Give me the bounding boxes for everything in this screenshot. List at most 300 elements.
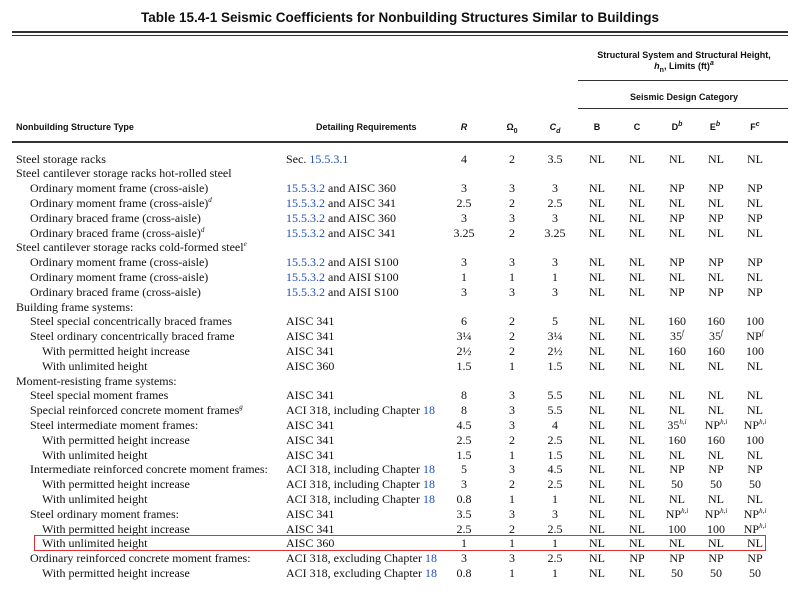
- value-text: 0.8: [456, 491, 472, 506]
- table-row: [0, 344, 800, 359]
- value-cell-d: [658, 566, 696, 581]
- value-text: 2: [509, 432, 515, 447]
- value-text: NL: [589, 181, 605, 196]
- value-text: NL: [589, 403, 605, 418]
- value-text: NL: [629, 210, 645, 225]
- value-text: 3: [461, 284, 467, 299]
- section-link[interactable]: 15.5.3.1: [309, 151, 349, 166]
- col-header-d: $D^b$: [671, 121, 683, 132]
- detailing-text: AISC 360: [286, 358, 335, 373]
- table-row: [0, 522, 800, 537]
- value-cell-b: [582, 270, 612, 285]
- value-cell-e: [697, 433, 735, 448]
- value-text: NL: [589, 491, 605, 506]
- value-text: NL: [589, 269, 605, 284]
- value-cell-r: [452, 566, 476, 581]
- value-text: 3: [509, 181, 515, 196]
- value-cell-o: [500, 492, 524, 507]
- value-cell-d: [658, 181, 696, 196]
- table-row: [0, 226, 800, 241]
- value-cell-cd: [540, 255, 570, 270]
- header-rule: [578, 108, 788, 109]
- value-cell-cd: [540, 551, 570, 566]
- value-text: NL: [589, 329, 605, 344]
- value-cell-d: [658, 285, 696, 300]
- value-cell-f: [736, 314, 774, 329]
- value-text: NL: [589, 506, 605, 521]
- value-text: NL: [589, 210, 605, 225]
- value-cell-c: [622, 359, 652, 374]
- value-text: 3: [461, 551, 467, 566]
- value-cell-o: [500, 285, 524, 300]
- col-header-r: R: [460, 122, 468, 132]
- value-text: 5.5: [547, 388, 563, 403]
- value-cell-e: [697, 196, 735, 211]
- detailing-text: AISC 341: [286, 432, 335, 447]
- detailing-text: and AISI S100: [325, 269, 399, 284]
- detailing-text: AISC 360: [286, 536, 335, 551]
- value-cell-b: [582, 462, 612, 477]
- value-text: 8: [461, 388, 467, 403]
- value-cell-r: [452, 211, 476, 226]
- table-row: [0, 403, 800, 418]
- detailing-text: and AISC 360: [325, 210, 397, 225]
- value-cell-d: [658, 418, 696, 433]
- value-cell-c: [622, 344, 652, 359]
- value-text: 2½: [547, 343, 563, 358]
- value-cell-b: [582, 329, 612, 344]
- value-text: 1: [552, 565, 558, 580]
- value-text: 3.5: [547, 151, 563, 166]
- value-text: NL: [747, 195, 763, 210]
- structure-type-text: Steel special concentrically braced frames: [30, 314, 232, 329]
- value-text: 2: [509, 343, 515, 358]
- detailing-cell: [286, 448, 334, 463]
- value-cell-c: [622, 418, 652, 433]
- value-text: 3.25: [544, 225, 566, 240]
- value-cell-d: [658, 462, 696, 477]
- table-row: [0, 492, 800, 507]
- value-cell-cd: [540, 270, 570, 285]
- value-text: NP: [747, 255, 763, 270]
- structure-type-text: Special reinforced concrete moment frames: [30, 403, 240, 418]
- value-cell-b: [582, 551, 612, 566]
- detailing-cell: [286, 255, 399, 270]
- value-text: NP: [747, 462, 763, 477]
- value-text: 5: [461, 462, 467, 477]
- value-cell-r: [452, 181, 476, 196]
- value-text: NL: [708, 225, 724, 240]
- value-text: NL: [669, 195, 685, 210]
- value-text: NL: [589, 314, 605, 329]
- value-text: 3: [509, 210, 515, 225]
- structure-type-cell: [16, 374, 177, 389]
- detailing-cell: [286, 388, 334, 403]
- value-cell-d: [658, 507, 696, 522]
- value-text: NL: [589, 551, 605, 566]
- value-text: 2.5: [547, 432, 563, 447]
- value-cell-e: [697, 566, 735, 581]
- value-text: 3: [509, 551, 515, 566]
- footnote-marker: h,i: [759, 417, 767, 426]
- structure-type-cell: [30, 462, 268, 477]
- structure-type-cell: [42, 344, 190, 359]
- value-text: NL: [747, 388, 763, 403]
- structure-type-cell: [30, 181, 208, 196]
- detailing-text: ACI 318, including Chapter: [286, 491, 423, 506]
- value-cell-f: [736, 255, 774, 270]
- structure-type-cell: [30, 196, 212, 211]
- table-row: [0, 270, 800, 285]
- value-text: 1: [552, 536, 558, 551]
- value-text: NL: [589, 447, 605, 462]
- value-cell-r: [452, 403, 476, 418]
- value-text: NL: [629, 314, 645, 329]
- chapter-link[interactable]: 18: [422, 491, 435, 506]
- value-text: 50: [749, 477, 761, 492]
- value-cell-f: [736, 270, 774, 285]
- table-row: [0, 462, 800, 477]
- value-text: 2: [509, 225, 515, 240]
- value-text: 100: [746, 343, 764, 358]
- value-text: 4: [552, 417, 558, 432]
- value-text: NL: [708, 536, 724, 551]
- detailing-cell: [286, 551, 437, 566]
- value-cell-d: [658, 522, 696, 537]
- value-cell-d: [658, 226, 696, 241]
- value-cell-o: [500, 522, 524, 537]
- table-row: [0, 329, 800, 344]
- detailing-text: and AISI S100: [325, 284, 399, 299]
- value-cell-e: [697, 285, 735, 300]
- detailing-text: ACI 318, excluding Chapter: [286, 565, 425, 580]
- detailing-cell: [286, 152, 348, 167]
- detailing-text: AISC 341: [286, 447, 335, 462]
- value-cell-cd: [540, 433, 570, 448]
- structure-type-cell: [16, 152, 106, 167]
- value-cell-e: [697, 270, 735, 285]
- footnote-marker: h,i: [679, 417, 687, 426]
- value-text: NL: [629, 181, 645, 196]
- value-cell-f: [736, 566, 774, 581]
- value-text: NL: [669, 269, 685, 284]
- value-cell-o: [500, 403, 524, 418]
- section-link[interactable]: 15.5.3.2: [286, 181, 325, 196]
- value-cell-r: [452, 507, 476, 522]
- value-cell-c: [622, 388, 652, 403]
- value-text: NL: [589, 462, 605, 477]
- value-cell-r: [452, 270, 476, 285]
- value-text: 2.5: [456, 521, 472, 536]
- detailing-text: ACI 318, including Chapter: [286, 403, 423, 418]
- value-cell-cd: [540, 403, 570, 418]
- structure-type-text: With permitted height increase: [42, 521, 190, 536]
- detailing-text: ACI 318, including Chapter: [286, 477, 423, 492]
- value-cell-f: [736, 522, 774, 537]
- value-text: NL: [629, 477, 645, 492]
- value-cell-e: [697, 152, 735, 167]
- value-text: NL: [629, 284, 645, 299]
- chapter-link[interactable]: 18: [424, 551, 437, 566]
- value-text: NL: [589, 388, 605, 403]
- value-cell-b: [582, 196, 612, 211]
- value-cell-d: [658, 270, 696, 285]
- value-text: NL: [747, 447, 763, 462]
- value-cell-r: [452, 522, 476, 537]
- section-link[interactable]: 15.5.3.2: [286, 210, 325, 225]
- sdc-header: Seismic Design Category: [629, 92, 739, 102]
- highlighted-row-box: [34, 535, 766, 550]
- value-text: 160: [707, 432, 725, 447]
- value-cell-f: [736, 433, 774, 448]
- value-cell-cd: [540, 226, 570, 241]
- sds-rule: [578, 80, 788, 81]
- table-row: [0, 196, 800, 211]
- value-cell-r: [452, 196, 476, 211]
- value-text: NL: [669, 403, 685, 418]
- value-cell-e: [697, 507, 735, 522]
- footnote-marker: d: [200, 225, 205, 234]
- value-cell-c: [622, 181, 652, 196]
- value-cell-b: [582, 314, 612, 329]
- structure-type-cell: [42, 477, 190, 492]
- value-text: 1.5: [547, 358, 563, 373]
- value-text: NL: [629, 565, 645, 580]
- structure-type-text: With unlimited height: [42, 447, 148, 462]
- value-cell-cd: [540, 462, 570, 477]
- value-text: NL: [629, 403, 645, 418]
- structure-type-cell: [42, 448, 148, 463]
- value-cell-b: [582, 359, 612, 374]
- detailing-text: AISC 341: [286, 314, 335, 329]
- structure-type-cell: [30, 285, 201, 300]
- value-cell-e: [697, 477, 735, 492]
- section-link[interactable]: 15.5.3.2: [286, 255, 325, 270]
- value-text: NL: [629, 447, 645, 462]
- table-row: [0, 374, 800, 389]
- col-header-type: Nonbuilding Structure Type: [16, 122, 134, 132]
- detailing-cell: [286, 462, 435, 477]
- detailing-text: ACI 318, including Chapter: [286, 462, 423, 477]
- value-text: NP: [747, 181, 763, 196]
- value-text: 1.5: [456, 447, 472, 462]
- value-text: 1.5: [547, 447, 563, 462]
- table-row: [0, 181, 800, 196]
- detailing-cell: [286, 507, 334, 522]
- value-text: 100: [707, 521, 725, 536]
- value-text: NL: [708, 358, 724, 373]
- value-cell-o: [500, 314, 524, 329]
- value-text: NL: [747, 491, 763, 506]
- value-text: NL: [708, 491, 724, 506]
- value-text: 2.5: [456, 195, 472, 210]
- value-text: 1: [552, 491, 558, 506]
- section-link[interactable]: 15.5.3.2: [286, 225, 325, 240]
- table-row: [0, 255, 800, 270]
- detailing-cell: [286, 196, 396, 211]
- value-cell-f: [736, 507, 774, 522]
- value-cell-e: [697, 359, 735, 374]
- value-text: NL: [589, 195, 605, 210]
- value-text: NL: [589, 284, 605, 299]
- value-cell-d: [658, 344, 696, 359]
- detailing-cell: [286, 522, 334, 537]
- table-row: [0, 285, 800, 300]
- table-title: Table 15.4-1 Seismic Coefficients for Nonbuilding Structures Similar to Buildings: [140, 10, 660, 25]
- value-text: 2: [509, 521, 515, 536]
- table-row: [0, 314, 800, 329]
- table-row: [0, 448, 800, 463]
- value-text: 4: [461, 151, 467, 166]
- value-cell-e: [697, 329, 735, 344]
- detailing-cell: [286, 329, 334, 344]
- value-text: 160: [707, 343, 725, 358]
- value-text: 50: [710, 565, 722, 580]
- chapter-link[interactable]: 18: [422, 403, 435, 418]
- structure-type-cell: [30, 551, 251, 566]
- structure-type-text: Ordinary moment frame (cross-aisle): [30, 255, 209, 270]
- value-text: NL: [589, 536, 605, 551]
- structure-type-text: With permitted height increase: [42, 432, 190, 447]
- value-text: 160: [668, 343, 686, 358]
- table-row: [0, 166, 800, 181]
- value-text: NP: [747, 210, 763, 225]
- value-cell-e: [697, 551, 735, 566]
- value-text: 1.5: [456, 358, 472, 373]
- value-text: 8: [461, 403, 467, 418]
- table-row: [0, 418, 800, 433]
- footnote-marker: f: [761, 329, 764, 338]
- structure-type-text: Steel ordinary concentrically braced frame: [30, 329, 235, 344]
- value-cell-f: [736, 152, 774, 167]
- value-text: 50: [710, 477, 722, 492]
- structure-type-text: Ordinary braced frame (cross-aisle): [30, 225, 201, 240]
- value-text: 35: [667, 417, 680, 432]
- value-text: NL: [669, 151, 685, 166]
- value-text: 1: [509, 269, 515, 284]
- value-text: NL: [589, 255, 605, 270]
- value-cell-o: [500, 418, 524, 433]
- value-cell-e: [697, 255, 735, 270]
- value-cell-e: [697, 211, 735, 226]
- value-text: NL: [629, 358, 645, 373]
- value-text: NL: [589, 565, 605, 580]
- detailing-cell: [286, 477, 435, 492]
- value-cell-r: [452, 492, 476, 507]
- value-text: 3.5: [456, 506, 472, 521]
- value-cell-b: [582, 211, 612, 226]
- value-text: 2½: [456, 343, 472, 358]
- value-text: 3: [461, 210, 467, 225]
- value-text: 2.5: [547, 521, 563, 536]
- value-text: 0.8: [456, 565, 472, 580]
- detailing-cell: [286, 211, 396, 226]
- value-text: NP: [743, 521, 760, 536]
- value-text: 3: [509, 462, 515, 477]
- value-text: 160: [707, 314, 725, 329]
- value-text: NL: [629, 269, 645, 284]
- value-text: NL: [589, 358, 605, 373]
- chapter-link[interactable]: 18: [424, 565, 437, 580]
- value-cell-r: [452, 344, 476, 359]
- structure-type-text: Ordinary braced frame (cross-aisle): [30, 210, 201, 225]
- value-cell-e: [697, 492, 735, 507]
- value-text: NP: [708, 210, 724, 225]
- detailing-cell: [286, 359, 334, 374]
- section-link[interactable]: 15.5.3.2: [286, 284, 325, 299]
- value-text: NP: [708, 181, 724, 196]
- value-cell-cd: [540, 566, 570, 581]
- value-text: NP: [743, 506, 760, 521]
- value-text: NP: [708, 255, 724, 270]
- value-cell-o: [500, 329, 524, 344]
- structure-type-cell: [30, 388, 168, 403]
- value-cell-c: [622, 329, 652, 344]
- value-cell-b: [582, 226, 612, 241]
- value-cell-e: [697, 388, 735, 403]
- table-row: [0, 477, 800, 492]
- structure-type-text: Steel cantilever storage racks cold-formed steel: [16, 240, 244, 255]
- value-cell-o: [500, 462, 524, 477]
- value-text: NL: [589, 343, 605, 358]
- structure-type-text: With permitted height increase: [42, 343, 190, 358]
- value-text: NP: [669, 210, 685, 225]
- value-cell-b: [582, 448, 612, 463]
- value-text: 3¼: [456, 329, 472, 344]
- value-cell-c: [622, 566, 652, 581]
- value-text: 100: [668, 521, 686, 536]
- table-row: [0, 152, 800, 167]
- chapter-link[interactable]: 18: [422, 462, 435, 477]
- footnote-marker: f: [721, 329, 723, 338]
- value-cell-d: [658, 329, 696, 344]
- detailing-cell: [286, 285, 399, 300]
- detailing-text: Sec.: [286, 151, 310, 166]
- value-cell-c: [622, 477, 652, 492]
- footnote-marker: h,i: [720, 506, 728, 515]
- value-cell-d: [658, 433, 696, 448]
- value-text: NP: [669, 284, 685, 299]
- value-text: 2: [509, 151, 515, 166]
- value-cell-o: [500, 388, 524, 403]
- value-text: 4.5: [547, 462, 563, 477]
- value-cell-o: [500, 181, 524, 196]
- detailing-text: AISC 341: [286, 417, 335, 432]
- value-text: NL: [747, 536, 763, 551]
- value-cell-cd: [540, 418, 570, 433]
- value-cell-o: [500, 477, 524, 492]
- value-cell-d: [658, 314, 696, 329]
- value-text: 3: [509, 255, 515, 270]
- value-cell-c: [622, 551, 652, 566]
- structure-type-cell: [30, 418, 198, 433]
- value-cell-c: [622, 211, 652, 226]
- section-link[interactable]: 15.5.3.2: [286, 269, 325, 284]
- table-row: [0, 507, 800, 522]
- value-text: NL: [629, 343, 645, 358]
- structure-type-text: Ordinary moment frame (cross-aisle): [30, 195, 209, 210]
- section-link[interactable]: 15.5.3.2: [286, 195, 325, 210]
- value-cell-f: [736, 462, 774, 477]
- value-text: NL: [589, 417, 605, 432]
- value-cell-r: [452, 314, 476, 329]
- structure-type-text: With permitted height increase: [42, 565, 190, 580]
- value-cell-d: [658, 492, 696, 507]
- value-cell-r: [452, 462, 476, 477]
- chapter-link[interactable]: 18: [422, 477, 435, 492]
- top-rule: [12, 31, 788, 33]
- structure-type-text: Intermediate reinforced concrete moment frames:: [30, 462, 268, 477]
